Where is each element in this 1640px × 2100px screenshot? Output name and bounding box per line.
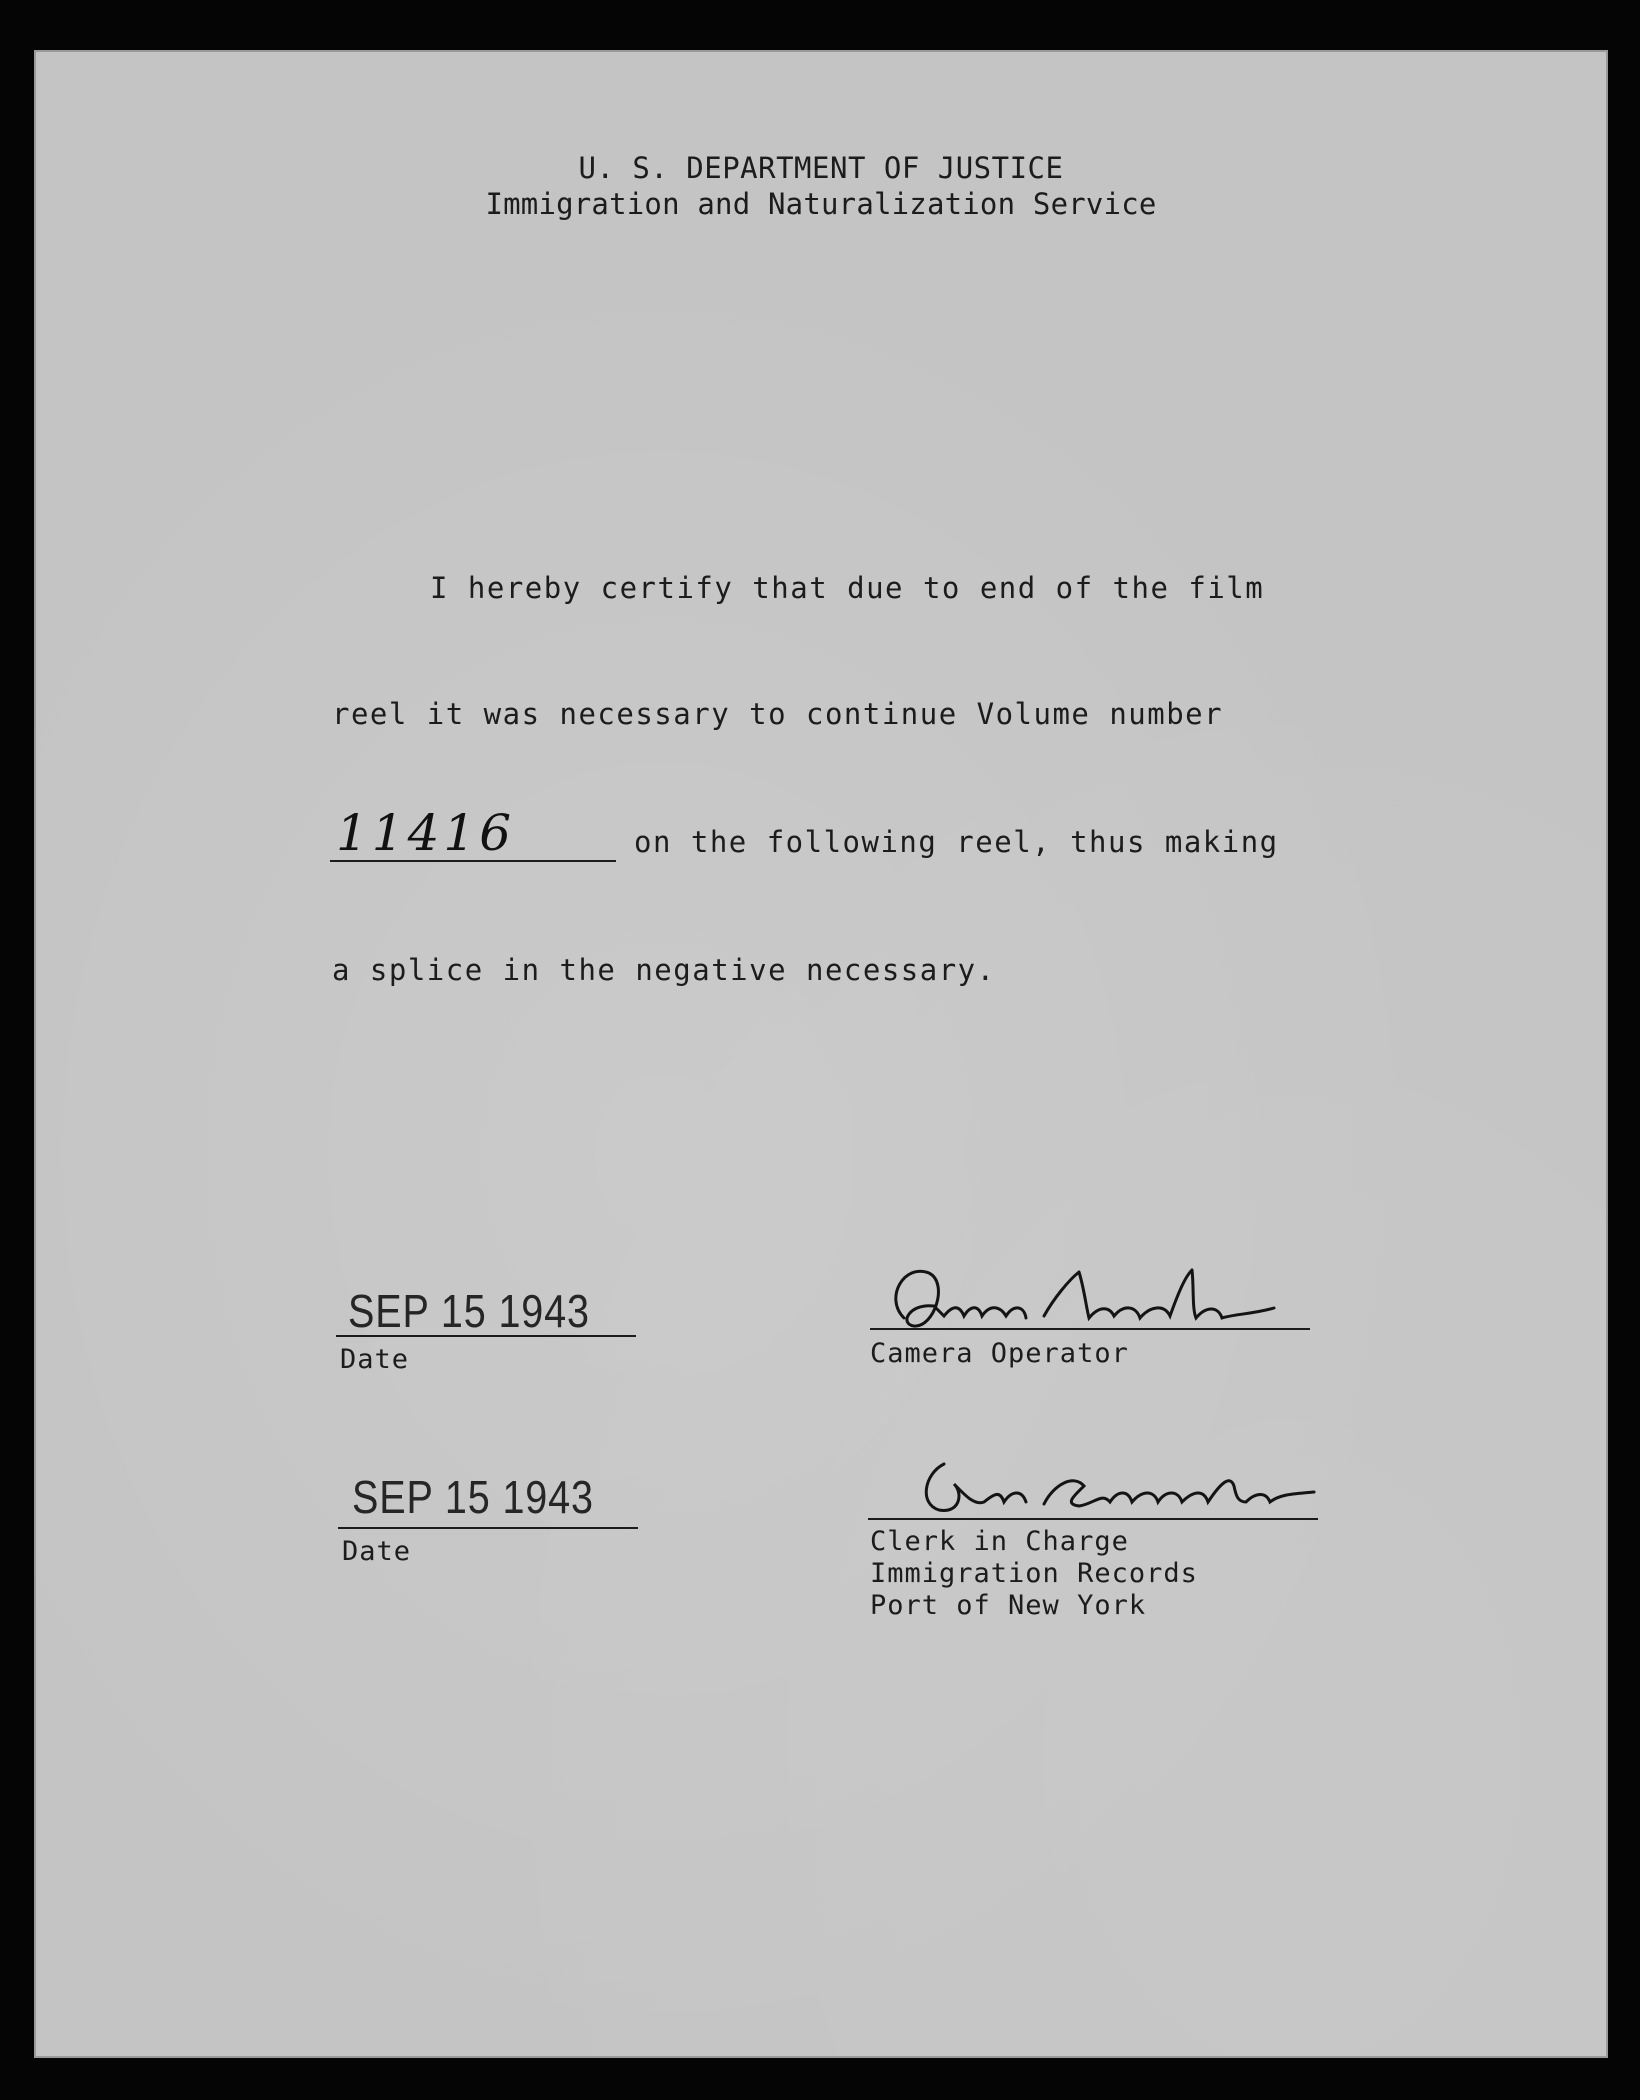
camera-operator-signature — [874, 1258, 1314, 1338]
date-label-1: Date — [340, 1344, 410, 1375]
clerk-title-line-2: Immigration Records — [870, 1558, 1198, 1589]
certification-line-1: I hereby certify that due to end of the film — [430, 571, 1265, 605]
certification-line-2: reel it was necessary to continue Volume number — [332, 697, 1224, 731]
certification-line-4: a splice in the negative necessary. — [332, 953, 996, 987]
volume-number-value: 11416 — [336, 804, 516, 862]
document-page — [34, 50, 1608, 2058]
date-line-2 — [338, 1527, 638, 1529]
camera-operator-label: Camera Operator — [870, 1338, 1129, 1369]
volume-number-field — [330, 804, 616, 868]
clerk-title-line-3: Port of New York — [870, 1590, 1147, 1621]
date-stamp-1: SEP 15 1943 — [348, 1285, 590, 1337]
date-stamp-2: SEP 15 1943 — [352, 1471, 594, 1523]
service-heading: Immigration and Naturalization Service — [485, 187, 1157, 221]
clerk-title-line-1: Clerk in Charge — [870, 1526, 1129, 1557]
certification-line-3: on the following reel, thus making — [634, 825, 1279, 859]
date-line-1 — [336, 1335, 636, 1337]
date-label-2: Date — [342, 1536, 412, 1567]
department-heading: U. S. DEPARTMENT OF JUSTICE — [578, 151, 1064, 185]
clerk-signature — [904, 1444, 1324, 1524]
camera-operator-signature-line — [870, 1328, 1310, 1330]
clerk-signature-line — [868, 1518, 1318, 1520]
